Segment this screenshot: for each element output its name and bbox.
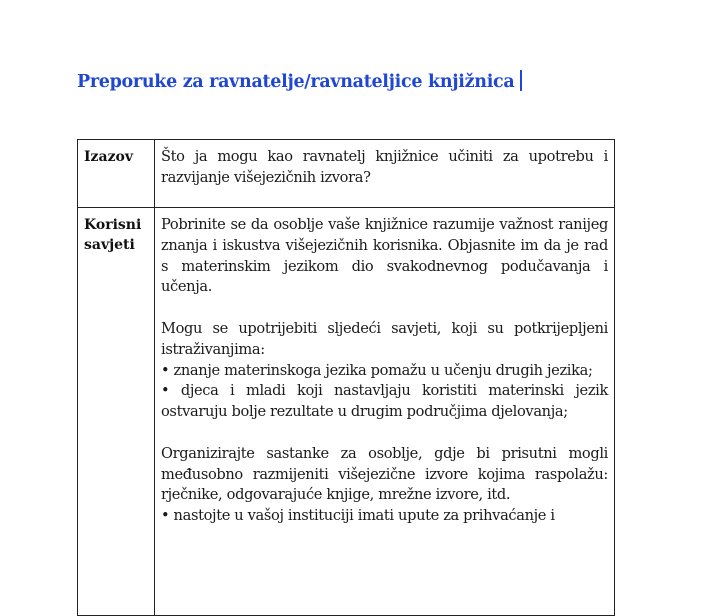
row-label-izazov: Izazov	[78, 140, 155, 208]
row-label-korisni-savjeti	[78, 208, 155, 616]
row-content-izazov: Što ja mogu kao ravnatelj knjižnice učiniti za upotrebu i razvijanje višejezičnih izvora?	[155, 140, 615, 208]
paragraph-staff-understanding: Pobrinite se da osoblje vaše knjižnice razumije važnost ranijeg znanja i iskustva višejezičnih korisnika. Objasnite im da je rad s materinskim jezikom dio svakodnevnog podučavanja i učenja.	[161, 216, 608, 296]
recommendations-table	[77, 139, 615, 616]
paragraph-staff-meetings	[161, 444, 608, 527]
paragraph-text: Mogu se upotrijebiti sljedeći savjeti, koji su potkrijepljeni istraživanjima:	[161, 319, 608, 358]
row-content-korisni-savjeti	[155, 208, 615, 616]
bullet-item: • djeca i mladi koji nastavljaju koristiti materinski jezik ostvaruju bolje rezultate u drugim područjima djelovanja;	[161, 382, 608, 421]
label-line: Korisni	[84, 217, 142, 233]
paragraph-research-tips	[161, 319, 608, 423]
bullet-item: • znanje materinskoga jezika pomažu u učenju drugih jezika;	[161, 361, 593, 379]
table-row-izazov	[78, 140, 615, 208]
page-title-text: Preporuke za ravnatelje/ravnateljice knjižnica	[77, 72, 515, 92]
paragraph-text: Organizirajte sastanke za osoblje, gdje bi prisutni mogli međusobno razmijeniti višejezične izvore kojima raspolažu: rječnike, odgovarajuće knjige, mrežne izvore, itd.	[161, 444, 608, 504]
page-title	[77, 70, 522, 92]
label-line: savjeti	[84, 237, 135, 253]
bullet-item: • nastojte u vašoj instituciji imati upute za prihvaćanje i	[161, 507, 555, 525]
title-accent-bar	[520, 70, 522, 91]
table-row-korisni-savjeti	[78, 208, 615, 616]
